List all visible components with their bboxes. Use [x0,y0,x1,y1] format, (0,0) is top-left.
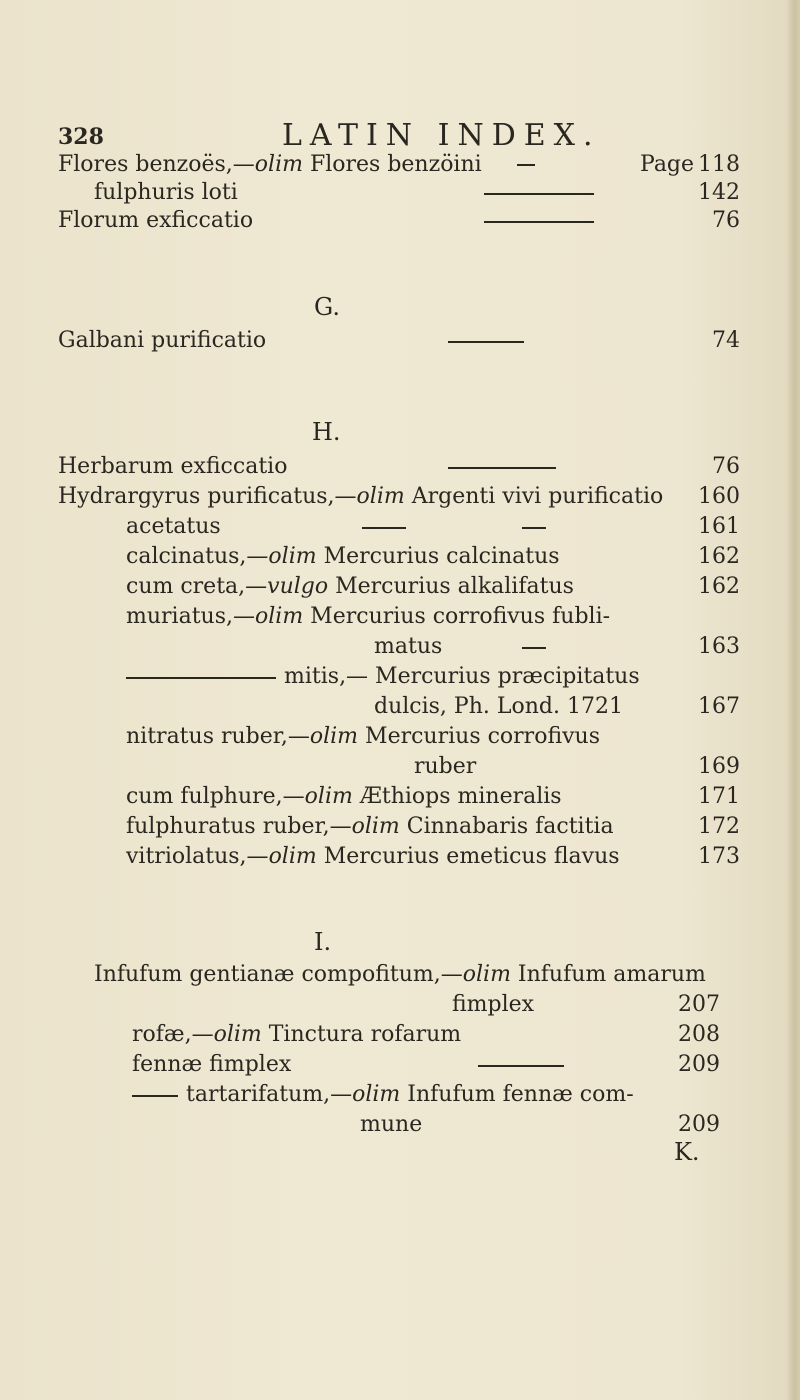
section-letter-g: G. [314,293,340,321]
page-ref: 162 [698,574,740,599]
section-letter-i: I. [314,928,332,956]
section-letter-h: H. [312,418,341,446]
page-ref: 74 [712,328,740,353]
entry-galbani: Galbani purificatio [58,328,267,353]
page-ref: 173 [698,844,740,869]
page-ref: 172 [698,814,740,839]
entry-hydrargyrus-purificatus: Hydrargyrus purificatus,—olim Argenti vivi purificatio [58,484,664,509]
entry-infufum-gentianae: Infufum gentianæ compofitum,—olim Infufum amarum [94,962,706,987]
entry-herbarum: Herbarum exficcatio [58,454,288,479]
catchword-k: K. [674,1138,700,1166]
entry-dulcis: dulcis, Ph. Lond. 1721 [374,694,623,719]
entry-cum-creta: cum creta,—vulgo Mercurius alkalifatus [126,574,574,599]
running-head: LATIN INDEX. [282,118,601,153]
entry-mitis: mitis,— Mercurius præcipitatus [284,664,640,689]
entry-fennae-fimplex: fennæ fimplex [132,1052,292,1077]
page-ref: 163 [698,634,740,659]
page-ref: 142 [698,180,740,205]
page-ref: 209 [678,1052,720,1077]
entry-fimplex: fimplex [452,992,535,1017]
entry-fulphuris-loti: fulphuris loti [94,180,238,205]
page-ref: 160 [698,484,740,509]
entry-muriatus: muriatus,—olim Mercurius corrofivus fubli- [126,604,611,629]
page-ref: 167 [698,694,740,719]
page-ref: 76 [712,208,740,233]
entry-flores-benzoes: Flores benzoës,—olim Flores benzöini [58,152,545,178]
entry-ruber: ruber [414,754,477,779]
page-number: 328 [58,124,104,150]
entry-cum-fulphure: cum fulphure,—olim Æthiops mineralis [126,784,562,809]
entry-acetatus: acetatus [126,514,221,539]
entry-vitriolatus: vitriolatus,—olim Mercurius emeticus flavus [126,844,620,869]
entry-mune: mune [360,1112,423,1137]
entry-matus: matus [374,634,443,659]
entry-florum-exficcatio: Florum exficcatio [58,208,254,233]
page-edge [786,0,800,1400]
page-ref: 118 [698,152,740,177]
page-ref: 162 [698,544,740,569]
page-ref: 209 [678,1112,720,1137]
page-ref: 171 [698,784,740,809]
entry-tartarifatum: tartarifatum,—olim Infufum fennæ com- [186,1082,634,1107]
page-ref: 76 [712,454,740,479]
entry-fulphuratus-ruber: fulphuratus ruber,—olim Cinnabaris factitia [126,814,614,839]
page-ref: 207 [678,992,720,1017]
page-ref: 169 [698,754,740,779]
entry-rofae: rofæ,—olim Tinctura rofarum [132,1022,462,1047]
page-ref: 161 [698,514,740,539]
page-label: Page [640,152,695,177]
entry-calcinatus: calcinatus,—olim Mercurius calcinatus [126,544,560,569]
entry-nitratus-ruber: nitratus ruber,—olim Mercurius corrofivus [126,724,601,749]
page-ref: 208 [678,1022,720,1047]
